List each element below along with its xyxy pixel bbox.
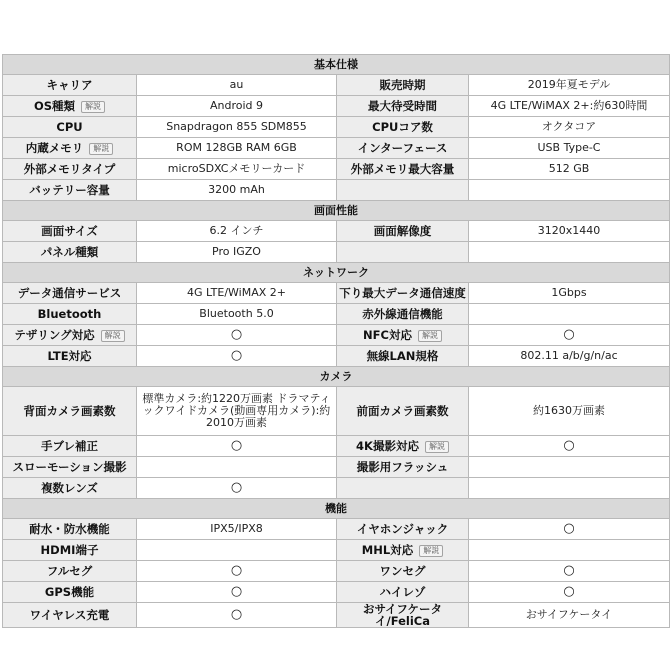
spec-label <box>3 561 137 582</box>
spec-value <box>137 387 337 436</box>
spec-value <box>469 96 670 117</box>
spec-label <box>337 96 469 117</box>
spec-label <box>337 603 469 628</box>
spec-label-text: 画面サイズ <box>41 224 98 238</box>
spec-value <box>469 325 670 346</box>
section-title: カメラ <box>3 367 670 387</box>
spec-label <box>337 283 469 304</box>
spec-label <box>337 180 469 201</box>
spec-value-text: ○ <box>563 327 575 342</box>
spec-value-text: 802.11 a/b/g/n/ac <box>520 349 618 362</box>
spec-value-text: 標準カメラ:約1220万画素 ドラマティックワイドカメラ(動画専用カメラ):約2010万画素 <box>142 392 331 429</box>
spec-value-text: ROM 128GB RAM 6GB <box>176 141 297 154</box>
spec-label <box>337 519 469 540</box>
spec-label-text: CPU <box>56 120 83 134</box>
spec-value <box>137 138 337 159</box>
spec-label-text: 赤外線通信機能 <box>362 307 443 321</box>
spec-value <box>137 346 337 367</box>
spec-label <box>3 540 137 561</box>
spec-label-text: 最大待受時間 <box>368 99 437 113</box>
spec-value <box>137 561 337 582</box>
spec-value-text: おサイフケータイ <box>525 608 613 621</box>
spec-value <box>469 436 670 457</box>
spec-value-text: 512 GB <box>548 162 590 175</box>
spec-label-text: ワンセグ <box>379 564 426 578</box>
spec-value <box>137 242 337 263</box>
spec-label-text: バッテリー容量 <box>29 183 110 197</box>
spec-label-text: LTE対応 <box>47 349 92 363</box>
spec-value <box>137 582 337 603</box>
spec-label <box>3 138 137 159</box>
spec-label <box>3 478 137 499</box>
spec-label-text: 下り最大データ通信速度 <box>339 286 466 300</box>
spec-label-text: データ通信サービス <box>17 286 122 300</box>
spec-value-text: ○ <box>230 563 243 578</box>
spec-value <box>469 346 670 367</box>
spec-label <box>337 117 469 138</box>
spec-row <box>3 387 670 436</box>
spec-label <box>3 304 137 325</box>
spec-value-text: ○ <box>563 521 575 536</box>
spec-row <box>3 325 670 346</box>
spec-row <box>3 540 670 561</box>
spec-value <box>137 325 337 346</box>
spec-row <box>3 159 670 180</box>
spec-value <box>469 387 670 436</box>
spec-label-text: HDMI端子 <box>40 543 99 557</box>
spec-label <box>3 325 137 346</box>
spec-label-text: 無線LAN規格 <box>366 349 439 363</box>
spec-value-text: オクタコア <box>541 120 597 133</box>
spec-label-text: 画面解像度 <box>373 224 432 238</box>
spec-label <box>3 387 137 436</box>
spec-label-text: キャリア <box>46 78 93 92</box>
spec-value-text: 2019年夏モデル <box>527 78 611 91</box>
spec-label <box>3 117 137 138</box>
spec-row <box>3 561 670 582</box>
spec-label-text: CPUコア数 <box>372 120 433 134</box>
spec-label-text: ワイヤレス充電 <box>29 608 110 622</box>
spec-label <box>337 478 469 499</box>
section-header-row <box>3 55 670 75</box>
spec-value <box>469 138 670 159</box>
spec-table-body <box>3 55 670 628</box>
spec-value <box>469 283 670 304</box>
spec-value-text: 約1630万画素 <box>533 404 605 417</box>
spec-value-text: IPX5/IPX8 <box>210 522 263 535</box>
spec-label-text: スローモーション撮影 <box>12 460 127 474</box>
spec-row <box>3 346 670 367</box>
spec-value-text: ○ <box>230 348 243 363</box>
spec-label-text: インターフェース <box>357 141 448 155</box>
spec-label-text: 外部メモリ最大容量 <box>350 162 455 176</box>
spec-value <box>469 180 670 201</box>
section-title: 機能 <box>3 499 670 519</box>
spec-label <box>3 582 137 603</box>
section-title: 基本仕様 <box>3 55 670 75</box>
spec-label <box>337 540 469 561</box>
spec-row <box>3 457 670 478</box>
spec-row <box>3 304 670 325</box>
spec-label-text: 手ブレ補正 <box>40 439 99 453</box>
spec-row <box>3 283 670 304</box>
spec-row <box>3 221 670 242</box>
spec-value-text: USB Type-C <box>537 141 601 154</box>
section-header-row <box>3 263 670 283</box>
help-badge-button[interactable]: 解説 <box>101 330 125 342</box>
spec-row <box>3 603 670 628</box>
spec-value-text: au <box>229 78 244 91</box>
spec-label-text: 背面カメラ画素数 <box>23 404 116 418</box>
spec-row <box>3 117 670 138</box>
spec-row <box>3 138 670 159</box>
section-title: ネットワーク <box>3 263 670 283</box>
spec-value <box>137 436 337 457</box>
spec-label <box>337 582 469 603</box>
spec-value <box>469 457 670 478</box>
spec-value-text: microSDXCメモリーカード <box>167 162 306 175</box>
spec-row <box>3 180 670 201</box>
spec-label <box>337 436 469 457</box>
spec-label-text: 外部メモリタイプ <box>23 162 116 176</box>
spec-label-text: おサイフケータイ/FeliCa <box>362 602 442 628</box>
spec-label-text: テザリング対応 <box>14 327 95 342</box>
spec-label <box>337 304 469 325</box>
spec-label <box>3 242 137 263</box>
spec-value <box>469 221 670 242</box>
spec-value <box>469 478 670 499</box>
spec-value-text: ○ <box>230 584 243 599</box>
spec-value <box>137 96 337 117</box>
spec-table <box>2 54 670 628</box>
spec-value-text: ○ <box>563 584 575 599</box>
section-header-row <box>3 499 670 519</box>
spec-label <box>337 221 469 242</box>
spec-label-text: イヤホンジャック <box>356 522 449 536</box>
help-badge-button[interactable]: 解説 <box>89 143 113 155</box>
spec-label <box>3 180 137 201</box>
spec-label-text: OS種類 <box>33 98 76 113</box>
help-badge-button[interactable]: 解説 <box>81 101 105 113</box>
spec-label-text: フルセグ <box>46 564 93 578</box>
spec-value <box>469 561 670 582</box>
spec-row <box>3 75 670 96</box>
spec-label <box>3 603 137 628</box>
spec-value <box>469 117 670 138</box>
section-header-row <box>3 201 670 221</box>
spec-label <box>337 159 469 180</box>
spec-value-text: ○ <box>230 327 243 342</box>
spec-value-text: ○ <box>230 480 243 495</box>
spec-label-text: 耐水・防水機能 <box>29 522 110 536</box>
spec-value-text: Pro IGZO <box>212 245 261 258</box>
spec-label-text: GPS機能 <box>44 585 95 599</box>
spec-value <box>137 180 337 201</box>
spec-label <box>337 138 469 159</box>
spec-label-text: 4K撮影対応 <box>356 438 419 453</box>
spec-value <box>137 283 337 304</box>
spec-value-text: 3120x1440 <box>537 224 601 237</box>
spec-label <box>337 75 469 96</box>
spec-label <box>337 325 469 346</box>
spec-value <box>137 519 337 540</box>
spec-value-text: 4G LTE/WiMAX 2+ <box>187 286 286 299</box>
spec-value-text: Bluetooth 5.0 <box>199 307 274 320</box>
spec-label-text: NFC対応 <box>363 327 412 342</box>
spec-value-text: ○ <box>563 438 575 453</box>
spec-value <box>469 540 670 561</box>
spec-label <box>3 457 137 478</box>
spec-row <box>3 519 670 540</box>
spec-label-text: 撮影用フラッシュ <box>356 460 449 474</box>
spec-label <box>337 457 469 478</box>
spec-value <box>137 603 337 628</box>
spec-value <box>137 457 337 478</box>
spec-value <box>469 304 670 325</box>
spec-value <box>137 221 337 242</box>
spec-value <box>469 75 670 96</box>
spec-value-text: Snapdragon 855 SDM855 <box>166 120 307 133</box>
spec-label-text: 複数レンズ <box>41 481 98 495</box>
spec-label <box>3 346 137 367</box>
spec-label-text: 内蔵メモリ <box>25 140 84 155</box>
spec-value-text: ○ <box>563 563 575 578</box>
spec-value <box>469 582 670 603</box>
spec-value <box>137 478 337 499</box>
spec-label <box>337 242 469 263</box>
spec-value-text: ○ <box>230 438 243 453</box>
help-badge-button[interactable]: 解説 <box>418 330 442 342</box>
spec-label <box>3 96 137 117</box>
spec-value <box>469 242 670 263</box>
spec-value-text: Android 9 <box>209 99 264 112</box>
help-badge-button[interactable]: 解説 <box>419 545 443 557</box>
spec-label <box>337 561 469 582</box>
spec-value <box>469 159 670 180</box>
spec-value <box>469 519 670 540</box>
spec-row <box>3 582 670 603</box>
spec-row <box>3 96 670 117</box>
spec-value <box>137 75 337 96</box>
spec-label-text: 販売時期 <box>379 78 426 92</box>
spec-label <box>3 75 137 96</box>
section-title: 画面性能 <box>3 201 670 221</box>
spec-value-text: 3200 mAh <box>208 183 265 196</box>
spec-label <box>3 283 137 304</box>
spec-value-text: 4G LTE/WiMAX 2+:約630時間 <box>490 99 648 112</box>
section-header-row <box>3 367 670 387</box>
spec-label-text: パネル種類 <box>40 245 99 259</box>
spec-label <box>337 387 469 436</box>
spec-row <box>3 478 670 499</box>
spec-row <box>3 242 670 263</box>
spec-label <box>337 346 469 367</box>
spec-value <box>137 304 337 325</box>
spec-value-text: ○ <box>230 607 243 622</box>
spec-label <box>3 221 137 242</box>
spec-label-text: MHL対応 <box>361 542 414 557</box>
spec-value <box>469 603 670 628</box>
spec-label-text: Bluetooth <box>37 307 102 321</box>
help-badge-button[interactable]: 解説 <box>425 441 449 453</box>
spec-value <box>137 117 337 138</box>
spec-value <box>137 159 337 180</box>
spec-value <box>137 540 337 561</box>
spec-value-text: 6.2 インチ <box>209 224 264 237</box>
spec-label <box>3 519 137 540</box>
spec-label-text: ハイレゾ <box>379 585 426 599</box>
spec-row <box>3 436 670 457</box>
spec-label-text: 前面カメラ画素数 <box>356 404 449 418</box>
spec-value-text: 1Gbps <box>551 286 587 299</box>
spec-label <box>3 159 137 180</box>
spec-label <box>3 436 137 457</box>
